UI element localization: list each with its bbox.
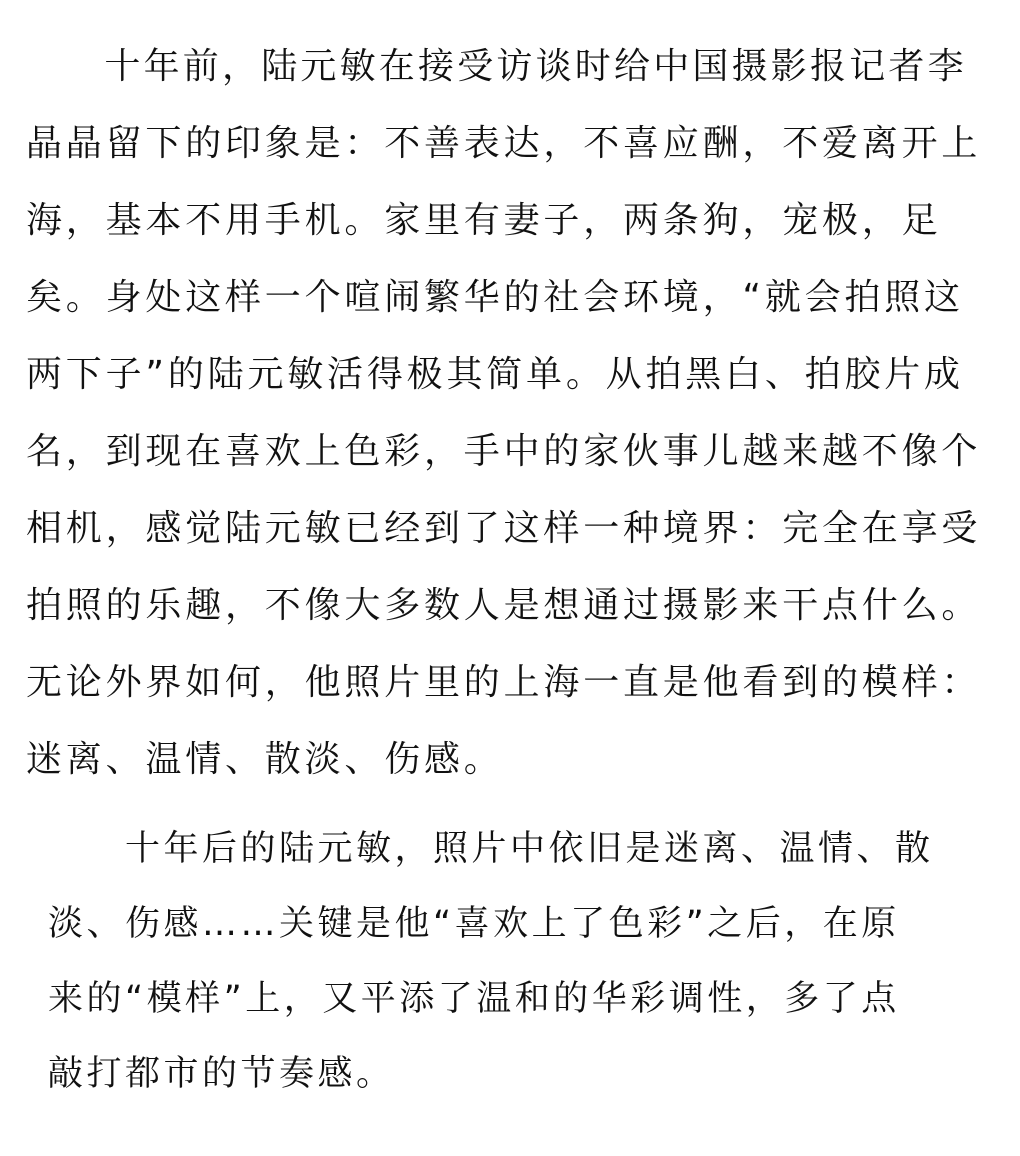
text-line: 两下子”的陆元敏活得极其简单。从拍黑白、拍胶片成 [26, 354, 964, 395]
text-line: 名，到现在喜欢上色彩，手中的家伙事儿越来越不像个 [26, 431, 982, 472]
text-line: 晶晶留下的印象是：不善表达，不喜应酬，不爱离开上 [26, 123, 982, 164]
text-line: 十年前，陆元敏在接受访谈时给中国摄影报记者李 [26, 46, 967, 87]
paragraph-2 [48, 812, 958, 1112]
text-line: 敲打都市的节奏感。 [48, 1054, 395, 1094]
text-line: 十年后的陆元敏，照片中依旧是迷离、温情、散 [48, 829, 934, 869]
paragraph-1 [26, 28, 1006, 798]
text-line: 拍照的乐趣，不像大多数人是想通过摄影来干点什么。 [26, 585, 982, 626]
text-line: 淡、伤感……关键是他“喜欢上了色彩”之后，在原 [48, 904, 900, 944]
text-line: 矣。身处这样一个喧闹繁华的社会环境，“就会拍照这 [26, 277, 964, 318]
text-line: 海，基本不用手机。家里有妻子，两条狗，宠极，足 [26, 200, 942, 241]
text-line: 无论外界如何，他照片里的上海一直是他看到的模样： [26, 662, 982, 703]
text-line: 迷离、温情、散淡、伤感。 [26, 739, 504, 780]
text-line: 相机，感觉陆元敏已经到了这样一种境界：完全在享受 [26, 508, 982, 549]
text-line: 来的“模样”上，又平添了温和的华彩调性，多了点 [48, 979, 900, 1019]
